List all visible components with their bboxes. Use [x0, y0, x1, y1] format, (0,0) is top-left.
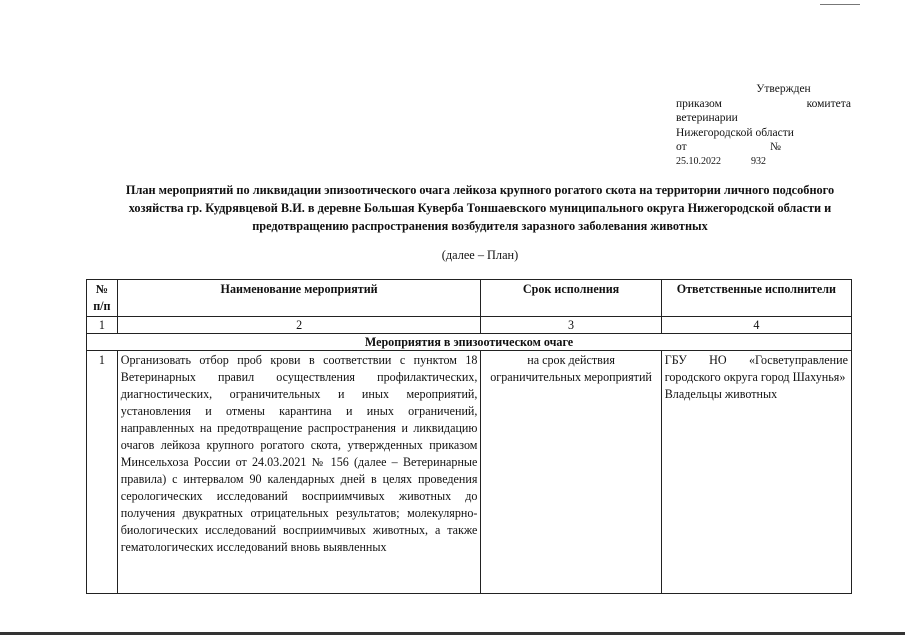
header-resp: Ответственные исполнители	[661, 280, 851, 317]
table-header-row	[87, 280, 852, 317]
row-resp-org: ГБУ НО «Госветуправление городского округа город Шахунья»	[664, 353, 848, 384]
header-num: № п/п	[87, 280, 118, 317]
col-number: 1	[87, 317, 118, 334]
approval-no-sign: №	[770, 141, 781, 153]
scan-artifact	[820, 4, 860, 5]
col-number: 3	[481, 317, 661, 334]
row-resp	[661, 351, 851, 594]
col-number: 2	[117, 317, 481, 334]
approval-from: от	[676, 141, 687, 153]
document-title: План мероприятий по ликвидации эпизоотического очага лейкоза крупного рогатого скота на территории личного подсобного хозяйства гр. Кудрявцевой В.И. в деревне Большая Куверба Тоншаевского муниципального округа Нижегородской области и предотвращению распространения возбудителя заразного заболевания животных	[125, 183, 835, 233]
header-name: Наименование мероприятий	[117, 280, 481, 317]
row-resp-owners: Владельцы животных	[664, 387, 778, 401]
row-num: 1	[87, 351, 118, 594]
approval-line	[676, 140, 781, 155]
approval-region: Нижегородской области	[676, 126, 794, 139]
approval-block	[676, 82, 851, 169]
row-term: на срок действия ограничительных мероприятий	[481, 351, 661, 594]
page-bottom-edge	[0, 632, 905, 635]
approval-date-number	[676, 155, 851, 170]
row-name: Организовать отбор проб крови в соответствии с пунктом 18 Ветеринарных правил осуществления профилактических, диагностических, ограничительных и иных мероприятий, установления и отмены карантина и иных ограничений, направленных на предотвращение распространения и ликвидацию очагов лейкоза крупного рогатого скота, утвержденных приказом Минсельхоза России от 24.03.2021 № 156 (далее – Ветеринарные правила) с интервалом 90 календарных дней в целях проведения серологических исследований восприимчивых животных до получения двукратных отрицательных результатов; молекулярно-биологических исследований восприимчивых животных, а также гематологических исследований вновь выявленных	[117, 351, 481, 594]
table-row	[87, 351, 852, 594]
approval-title: Утвержден	[756, 83, 811, 95]
approval-order: приказом	[676, 97, 722, 110]
approval-vet: ветеринарии	[676, 112, 738, 124]
approval-line	[676, 97, 851, 112]
plan-table	[86, 279, 852, 594]
section-row	[87, 334, 852, 351]
header-term: Срок исполнения	[481, 280, 661, 317]
document-subtitle: (далее – План)	[441, 248, 519, 262]
section-title: Мероприятия в эпизоотическом очаге	[87, 334, 852, 351]
column-number-row	[87, 317, 852, 334]
approval-committee: комитета	[806, 97, 851, 110]
approval-date: 25.10.2022	[676, 155, 721, 167]
approval-number: 932	[751, 155, 766, 167]
col-number: 4	[661, 317, 851, 334]
